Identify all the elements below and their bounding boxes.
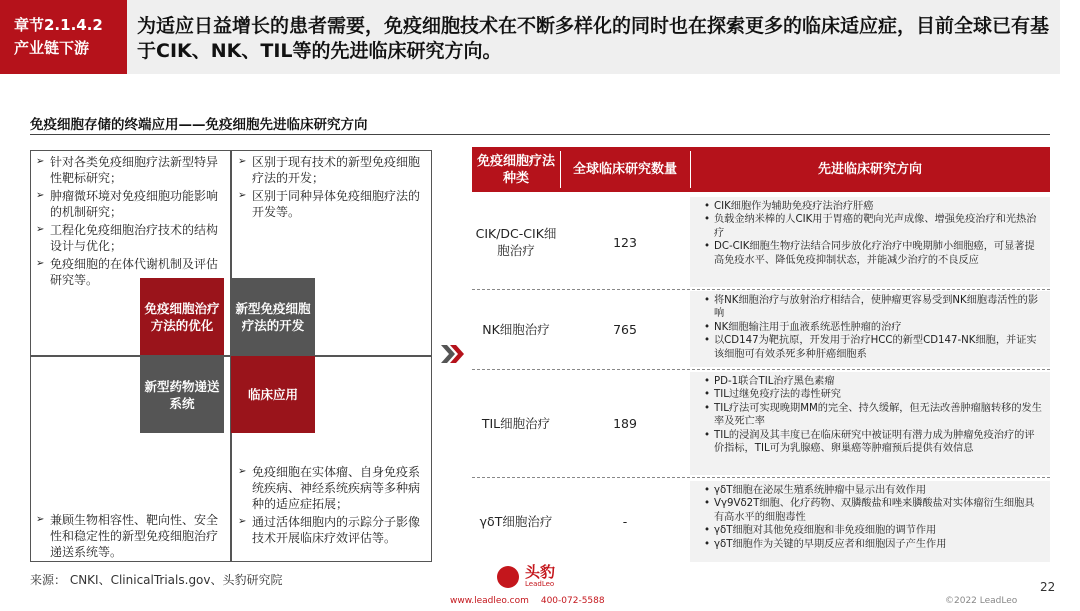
footer-contact <box>450 596 605 606</box>
list-item: ➢ 通过活体细胞内的示踪分子影像技术开展临床疗效评估等。 <box>238 514 428 546</box>
header-bar <box>0 0 1060 74</box>
list-item: ➢ 区别于同种异体免疫细胞疗法的开发等。 <box>238 188 426 220</box>
double-chevron-right-icon <box>441 343 465 365</box>
therapy-type: γδT细胞治疗 <box>479 514 553 529</box>
center-box-new-therapy: 新型免疫细胞疗法的开发 <box>231 278 315 355</box>
direction-item: • γδT细胞作为关键的早期反应者和细胞因子产生作用 <box>704 538 1042 551</box>
header-separator <box>560 151 561 188</box>
list-item: ➢ 针对各类免疫细胞疗法新型特异性靶标研究； <box>36 154 224 186</box>
header-count: 全球临床研究数量 <box>572 162 677 177</box>
center-box-delivery-system: 新型药物递送系统 <box>140 356 224 433</box>
direction-item: • DC-CIK细胞生物疗法结合同步放化疗治疗中晚期肺小细胞癌，可显著提高免疫水平、降低免疫抑制状态，并能减少治疗的不良反应 <box>704 240 1042 267</box>
list-item: ➢ 免疫细胞的在体代谢机制及评估研究等。 <box>36 256 224 288</box>
source-note: 来源： CNKI、ClinicalTrials.gov、头豹研究院 <box>30 573 283 587</box>
direction-item: • CIK细胞作为辅助免疫疗法治疗肝癌 <box>704 200 1042 213</box>
list-item: ➢ 肿瘤微环境对免疫细胞功能影响的机制研究； <box>36 188 224 220</box>
table-row <box>472 197 1050 287</box>
table-row <box>472 481 1050 562</box>
therapy-type: CIK/DC-CIK细胞治疗 <box>475 226 557 258</box>
header-directions: 先进临床研究方向 <box>817 162 922 177</box>
therapy-type: NK细胞治疗 <box>482 321 550 337</box>
direction-item: • Vγ9Vδ2T细胞、化疗药物、双膦酸盐和唑来膦酸盐对实体瘤衍生细胞具有高水平的细胞毒性 <box>704 497 1042 524</box>
leopard-icon <box>497 566 519 588</box>
direction-item: • NK细胞输注用于血液系统恶性肿瘤的治疗 <box>704 321 1042 334</box>
direction-item: • γδT细胞在泌尿生殖系统肿瘤中显示出有效作用 <box>704 484 1042 497</box>
direction-item: • γδT细胞对其他免疫细胞和非免疫细胞的调节作用 <box>704 524 1042 537</box>
quadrant-bottom-left-list <box>36 512 224 562</box>
list-item: ➢ 免疫细胞在实体瘤、自身免疫系统疾病、神经系统疾病等多种病种的适应症拓展； <box>238 464 428 512</box>
quadrant-bottom-right-list <box>238 464 428 548</box>
therapy-type: TIL细胞治疗 <box>481 416 551 431</box>
directions-cell <box>690 291 1050 367</box>
direction-item: • TIL疗法可实现晚期MM的完全、持久缓解，但无法改善肿瘤脑转移的发生率及死亡率 <box>704 402 1042 429</box>
list-item: ➢ 兼顾生物相容性、靶向性、安全性和稳定性的新型免疫细胞治疗递送系统等。 <box>36 512 224 560</box>
section-code: 章节2.1.4.2 <box>14 16 103 34</box>
directions-cell <box>690 197 1050 287</box>
subtitle-divider <box>30 134 1050 135</box>
website-link[interactable]: www.leadleo.com <box>450 596 529 606</box>
section-name: 产业链下游 <box>14 39 90 57</box>
directions-cell <box>690 481 1050 562</box>
study-count: 189 <box>613 416 637 431</box>
directions-cell <box>690 372 1050 475</box>
list-item: ➢ 工程化免疫细胞治疗技术的结构设计与优化； <box>36 222 224 254</box>
row-divider <box>472 477 1050 478</box>
center-box-optimization: 免疫细胞治疗方法的优化 <box>140 278 224 355</box>
direction-item: • TIL的浸润及其丰度已在临床研究中被证明有潜力成为肿瘤免疫治疗的评价指标，TIL可为乳腺癌、卵巢癌等肿瘤预后提供有效信息 <box>704 429 1042 456</box>
logo-sub: LeadLeo <box>525 580 555 588</box>
subtitle: 免疫细胞存储的终端应用——免疫细胞先进临床研究方向 <box>30 117 368 133</box>
study-count: 123 <box>613 234 637 250</box>
quadrant-top-left-list <box>36 154 224 290</box>
study-count: 765 <box>613 321 637 337</box>
logo-name: 头豹 <box>525 563 556 581</box>
brand-logo <box>497 565 555 588</box>
copyright: ©2022 LeadLeo <box>945 596 1018 606</box>
table-row <box>472 291 1050 367</box>
direction-item: • 以CD147为靶抗原，开发用于治疗HCC的新型CD147-NK细胞，并证实该细胞可有效杀死多种肝癌细胞系 <box>704 334 1042 361</box>
direction-item: • PD-1联合TIL治疗黑色素瘤 <box>704 375 1042 388</box>
row-divider <box>472 289 1050 290</box>
row-divider <box>472 369 1050 370</box>
header-separator <box>690 151 691 188</box>
list-item: ➢ 区别于现有技术的新型免疫细胞疗法的开发； <box>238 154 426 186</box>
table-header <box>472 147 1050 192</box>
header-type: 免疫细胞疗法种类 <box>476 153 555 186</box>
phone-number: 400-072-5588 <box>540 596 605 606</box>
study-count: - <box>622 514 628 529</box>
research-matrix <box>30 150 432 562</box>
section-box <box>0 0 127 74</box>
table-row <box>472 372 1050 475</box>
quadrant-top-right-list <box>238 154 426 222</box>
page-number: 22 <box>1040 580 1056 594</box>
page-title: 为适应日益增长的患者需要，免疫细胞技术在不断多样化的同时也在探索更多的临床适应症，目前全球已有基于CIK、NK、TIL等的先进临床研究方向。 <box>137 15 1050 62</box>
direction-item: • 将NK细胞治疗与放射治疗相结合，使肿瘤更容易受到NK细胞毒活性的影响 <box>704 294 1042 321</box>
center-box-clinical-application: 临床应用 <box>231 356 315 433</box>
direction-item: • TIL过继免疫疗法的毒性研究 <box>704 388 1042 401</box>
direction-item: • 负载金纳米棒的人CIK用于胃癌的靶向光声成像、增强免疫治疗和光热治疗 <box>704 213 1042 240</box>
